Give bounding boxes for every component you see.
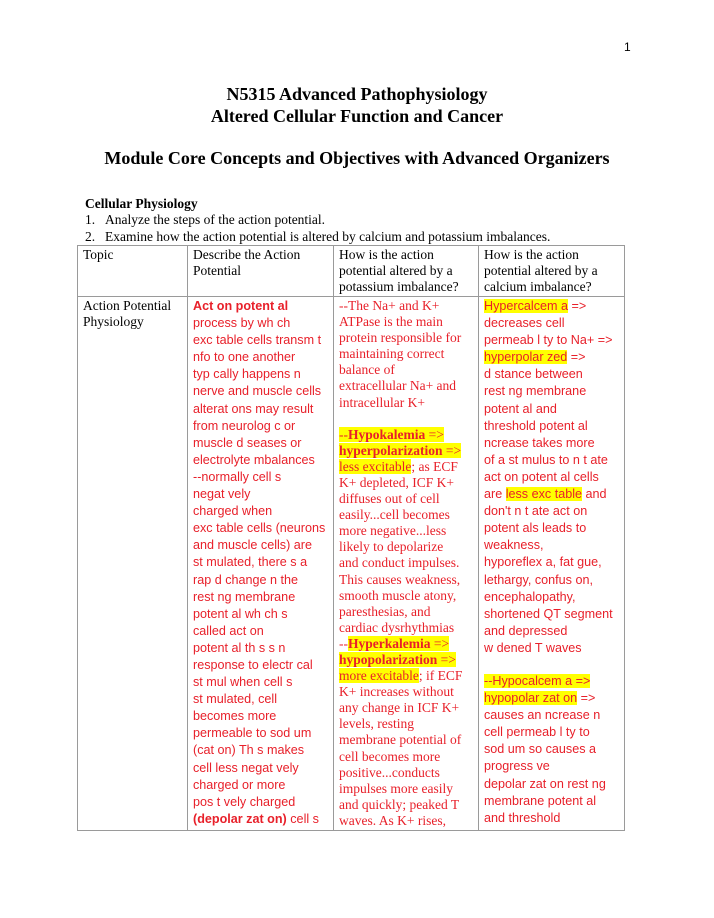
hyperkalemia-line: --Hyperkalemia =>: [339, 635, 450, 651]
header-potassium: How is the action potential altered by a potassium imbalance?: [334, 246, 479, 297]
hypokalemia-line: --Hypokalemia =>: [339, 426, 444, 442]
objective-text: Examine how the action potential is altered by calcium and potassium imbalances.: [105, 229, 551, 244]
module-heading: Module Core Concepts and Objectives with Advanced Organizers: [104, 148, 610, 168]
describe-text: Act on potent al process by wh ch exc table cells transm t nfo to one another typ cally happens n nerve and muscle cells alterat ons may result from neurolog c or muscle d seases or electrolyte mbalances --normally cell s negat vely charged when exc table cells (neurons and muscle cells) are st mulated, there s a rap d change n the rest ng membrane potent al wh ch s called act on potent al th s s n response to electr cal st mul when cell s st mulated, cell becomes more permeable to sod um (cat on) Th s makes cell less negat vely charged or more pos t vely charged (depolar zat on) cell s: [193, 298, 328, 828]
header-topic: Topic: [78, 246, 188, 297]
table-header-row: [78, 246, 625, 297]
potassium-text: --The Na+ and K+ ATPase is the main protein responsible for maintaining correct balance of extracellular Na+ and intracellular K+ --Hypokalemia => hyperpolarization => less excitable; as ECF K+ depleted, ICF K+ diffuses out of cell easily...cell becomes more negative...less likely to depolarize and conduct impulses. This causes weakness, smooth muscle atony, paresthesias, and cardiac dysrhythmias --Hyperkalemia => hypopolarization => more excitable; if ECF K+ increases without any change in ICF K+ levels, resting membrane potential of cell becomes more positive...conducts impulses more easily and quickly; peaked T waves. As K+ rises,: [339, 298, 473, 829]
objective-item: [85, 229, 550, 245]
concepts-table: [77, 245, 625, 831]
topic-cell: Action Potential Physiology: [78, 297, 188, 831]
header-describe: Describe the Action Potential: [188, 246, 334, 297]
objective-number: 1.: [85, 212, 96, 227]
describe-cell: [188, 297, 334, 831]
section-heading: Cellular Physiology: [85, 196, 198, 211]
calcium-cell: [479, 297, 625, 831]
hypercalcemia-line: Hypercalcem a =>: [484, 299, 587, 313]
objective-text: Analyze the steps of the action potential.: [105, 212, 326, 227]
document-subtitle: Altered Cellular Function and Cancer: [210, 106, 504, 126]
objective-item: [85, 212, 325, 228]
hypocalcemia-line: --Hypocalcem a =>: [484, 673, 591, 688]
potassium-cell: [334, 297, 479, 831]
describe-first-line: Act on potent al: [193, 299, 289, 313]
page-number: 1: [624, 40, 631, 54]
objective-number: 2.: [85, 229, 96, 244]
document-title: N5315 Advanced Pathophysiology: [226, 84, 488, 104]
calcium-text: Hypercalcem a => decreases cell permeab l ty to Na+ => hyperpolar zed => d stance between rest ng membrane potent al and threshold potent al ncrease takes more of a st mulus to n t ate act on potent al cells are less exc table and don't n t ate act on potent als leads to weakness, hyporeflex a, fat gue, lethargy, confus on, encephalopathy, shortened QT segment and depressed w dened T waves --Hypocalcem a => hypopolar zat on => causes an ncrease n cell permeab l ty to sod um so causes a progress ve depolar zat on rest ng membrane potent al and threshold: [484, 298, 619, 827]
header-calcium: How is the action potential altered by a calcium imbalance?: [479, 246, 625, 297]
table-row: [78, 297, 625, 831]
